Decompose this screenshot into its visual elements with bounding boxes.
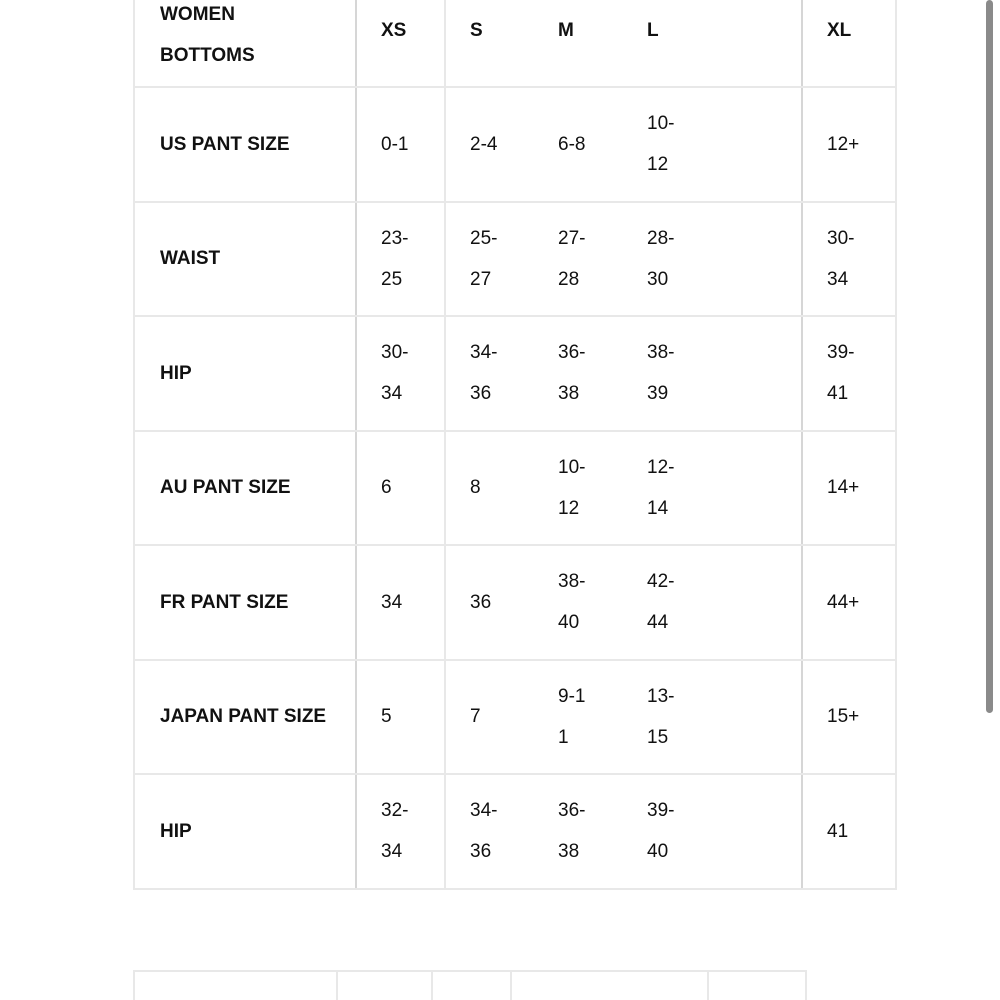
size-value-cell (356, 545, 445, 660)
size-value: 34 (381, 591, 403, 613)
size-value: 0-1 (381, 133, 409, 155)
table-row (134, 87, 896, 202)
size-value-cell (445, 431, 534, 546)
size-value: 25-27 (470, 227, 498, 290)
table-cell (708, 971, 806, 1000)
size-value-cell (445, 316, 534, 431)
size-value: 9-11 (558, 685, 586, 748)
size-value-cell (623, 316, 802, 431)
table-row (134, 660, 896, 775)
table-cell (432, 971, 511, 1000)
size-value: 27-28 (558, 227, 586, 290)
second-size-table (133, 970, 807, 1000)
header-size-s: S (445, 0, 534, 87)
size-value-cell (623, 774, 802, 889)
table-row (134, 774, 896, 889)
table-cell (511, 971, 708, 1000)
size-value-cell (534, 87, 623, 202)
size-value-cell (623, 545, 802, 660)
size-value: 5 (381, 706, 392, 728)
header-label-line2: BOTTOMS (160, 45, 255, 66)
women-bottoms-size-table (133, 0, 897, 890)
size-value-cell (356, 316, 445, 431)
table-row (134, 971, 806, 1000)
size-value-cell (356, 431, 445, 546)
size-value: 12+ (827, 133, 860, 155)
size-value: 30-34 (827, 227, 855, 290)
table-cell (337, 971, 432, 1000)
size-value: 38-39 (647, 342, 675, 405)
size-value-cell (534, 545, 623, 660)
row-label: AU PANT SIZE (134, 431, 356, 546)
size-value-cell (356, 660, 445, 775)
size-value: 28-30 (647, 227, 675, 290)
size-value: 12-14 (647, 456, 675, 519)
row-label: HIP (134, 774, 356, 889)
size-value: 36-38 (558, 800, 586, 863)
size-value-cell (356, 202, 445, 317)
row-label: JAPAN PANT SIZE (134, 660, 356, 775)
size-value-cell (445, 774, 534, 889)
size-value: 14+ (827, 477, 860, 499)
header-size-m: M (534, 0, 623, 87)
size-value: 32-34 (381, 800, 409, 863)
size-value-cell (623, 660, 802, 775)
size-value-cell (802, 660, 896, 775)
size-value: 7 (470, 706, 481, 728)
header-label-cell (134, 0, 356, 87)
size-value: 10-12 (558, 456, 586, 519)
size-value: 34-36 (470, 800, 498, 863)
table-header-row (134, 0, 896, 87)
size-value: 6 (381, 477, 392, 499)
header-size-l: L (623, 0, 802, 87)
size-value-cell (445, 660, 534, 775)
table-row (134, 431, 896, 546)
size-value-cell (802, 87, 896, 202)
size-value: 23-25 (381, 227, 409, 290)
size-value: 41 (827, 820, 849, 842)
size-value-cell (445, 545, 534, 660)
header-size-xl: XL (802, 0, 896, 87)
size-value-cell (534, 774, 623, 889)
size-value-cell (802, 431, 896, 546)
size-value: 39-40 (647, 800, 675, 863)
row-label: HIP (134, 316, 356, 431)
size-value-cell (445, 202, 534, 317)
table-row (134, 316, 896, 431)
size-value: 2-4 (470, 133, 498, 155)
size-value-cell (623, 431, 802, 546)
size-value: 10-12 (647, 113, 675, 176)
size-value-cell (802, 545, 896, 660)
table-row (134, 545, 896, 660)
size-value: 44+ (827, 591, 860, 613)
header-size-xs: XS (356, 0, 445, 87)
size-value-cell (534, 431, 623, 546)
header-label-line1: WOMEN (160, 4, 235, 25)
size-value: 6-8 (558, 133, 586, 155)
size-value: 36 (470, 591, 492, 613)
size-value-cell (623, 202, 802, 317)
size-value-cell (534, 316, 623, 431)
row-label: WAIST (134, 202, 356, 317)
size-value-cell (445, 87, 534, 202)
size-value-cell (802, 316, 896, 431)
size-value-cell (802, 774, 896, 889)
size-value: 34-36 (470, 342, 498, 405)
size-value: 38-40 (558, 571, 586, 634)
size-value-cell (623, 87, 802, 202)
size-value-cell (356, 87, 445, 202)
size-value-cell (534, 202, 623, 317)
size-value-cell (802, 202, 896, 317)
size-value-cell (534, 660, 623, 775)
size-value: 39-41 (827, 342, 855, 405)
vertical-scrollbar[interactable] (986, 0, 993, 713)
table-cell (134, 971, 337, 1000)
size-value-cell (356, 774, 445, 889)
size-value: 42-44 (647, 571, 675, 634)
size-value: 30-34 (381, 342, 409, 405)
row-label: FR PANT SIZE (134, 545, 356, 660)
size-value: 8 (470, 477, 481, 499)
size-value: 15+ (827, 706, 860, 728)
size-value: 36-38 (558, 342, 586, 405)
size-value: 13-15 (647, 685, 675, 748)
table-row (134, 202, 896, 317)
row-label: US PANT SIZE (134, 87, 356, 202)
